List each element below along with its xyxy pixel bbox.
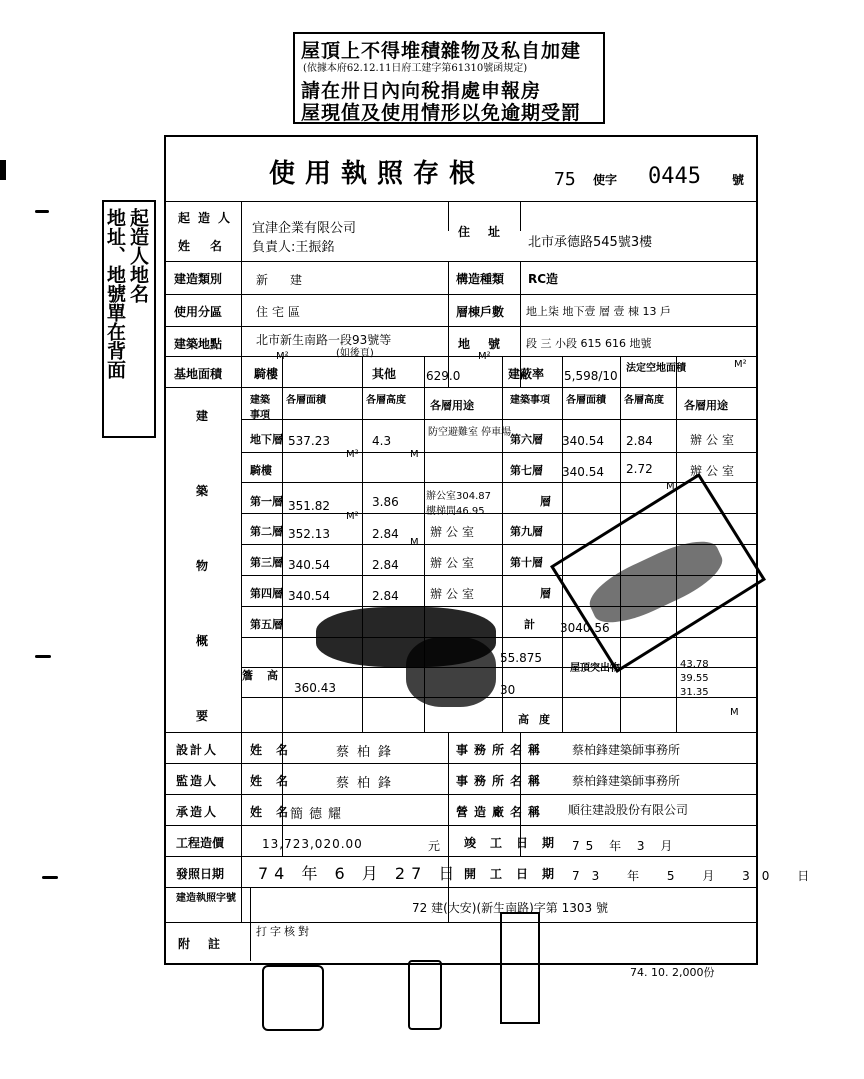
issue-label: 發照日期 [176, 867, 225, 881]
f6-area: 340.54 [562, 434, 604, 448]
f2-height: 2.84 [372, 527, 399, 541]
basement-height: 4.3 [372, 434, 392, 448]
zone-value: 住宅區 [256, 305, 305, 319]
contractor-name: 簡德耀 [290, 807, 348, 822]
f4-use: 辦公室 [430, 587, 479, 601]
floors-value: 地上柒 地下壹 層 壹 棟 13 戶 [526, 305, 671, 318]
finish-value: 75 年 3 月 [572, 839, 679, 853]
building-label-4: 概 [196, 634, 209, 648]
structure-value: RC造 [528, 272, 559, 286]
row-f10: 第十層 [510, 556, 543, 569]
contractor-label: 承造人 [176, 805, 219, 819]
f2-use: 辦公室 [430, 525, 479, 539]
unit-m: M [666, 481, 675, 492]
site-sub: (如後頁) [336, 348, 374, 359]
f2-area: 352.13 [288, 527, 330, 541]
permit-year: 75 [554, 169, 576, 190]
use-header: 各層用途 [430, 399, 474, 412]
site-value: 北市新生南路一段93號等 [256, 333, 392, 347]
f6-use: 辦公室 [690, 433, 739, 447]
build-type-value: 新建 [256, 273, 325, 287]
row-arcade: 騎樓 [250, 464, 272, 477]
building-label-3: 物 [196, 559, 209, 573]
seal-stamp [408, 960, 442, 1030]
seal-stamp [500, 912, 540, 1024]
row-f2: 第二層 [250, 525, 283, 538]
finish-label: 竣工日期 [464, 836, 569, 850]
f1-area: 351.82 [288, 499, 330, 513]
note-check: 打字核對 [256, 925, 312, 938]
use-header-2: 各層用途 [684, 399, 728, 412]
supervisor-label: 監造人 [176, 774, 219, 788]
roof-label: 屋頂突出物 [570, 663, 620, 674]
lot-value: 段 三 小段 615 616 地號 [526, 337, 652, 350]
basement-area: 537.23 [288, 434, 330, 448]
unit-m: M [410, 449, 419, 460]
f3-use: 辦公室 [430, 556, 479, 570]
address-label: 住址 [458, 225, 519, 239]
item-header: 建築事項 [250, 395, 270, 421]
item-header-2: 建築事項 [510, 395, 550, 406]
f6-height: 2.84 [626, 434, 653, 448]
side-note-box [102, 200, 156, 438]
row-basement: 地下層 [250, 433, 283, 446]
side-note-col-1: 起造人地名 [127, 208, 149, 303]
permit-value: 72 建(大安)(新生南路)字第 1303 號 [412, 901, 608, 915]
build-type-label: 建造類別 [174, 272, 223, 286]
designer-name-label: 姓名 [250, 743, 303, 757]
start-label: 開工日期 [464, 867, 569, 881]
note-label: 附註 [178, 937, 239, 951]
permit-number: 0445 [648, 164, 701, 189]
unit-m: M [410, 537, 419, 548]
notice-line-1: 屋頂上不得堆積雜物及私自加建 [301, 40, 582, 62]
row-f6: 第六層 [510, 433, 543, 446]
floors-label: 層棟戶數 [456, 305, 505, 319]
cost-label: 工程造價 [176, 836, 225, 850]
row-f5: 第五層 [250, 618, 283, 631]
roof-3: 31.35 [680, 687, 709, 698]
unit-m2: M² [346, 449, 359, 460]
permit-suffix: 號 [732, 173, 745, 187]
f4-height: 2.84 [372, 589, 399, 603]
ink-smudge [406, 637, 496, 707]
height-label: 高度 [518, 713, 560, 726]
f3-height: 2.84 [372, 558, 399, 572]
down-value: 360.43 [294, 681, 336, 695]
supervisor-name-label: 姓名 [250, 774, 303, 788]
side-note-col-2: 地址、地號單在背面 [104, 208, 126, 379]
permit-label: 建造執照字號 [176, 893, 236, 904]
owner-name-label: 姓名 [178, 239, 243, 253]
notice-box [293, 32, 605, 124]
designer-office: 蔡柏鋒建築師事務所 [572, 743, 681, 757]
site-label: 建築地點 [174, 337, 223, 351]
legal-open-label: 法定空地面積 [626, 363, 686, 374]
cost-unit: 元 [428, 839, 441, 853]
margin-mark [0, 160, 6, 180]
notice-line-2: (依據本府62.12.11日府工建字第61310號函規定) [303, 63, 528, 74]
form-title: 使用執照存根 [269, 159, 486, 189]
margin-mark [42, 876, 58, 879]
f7-height: 2.72 [626, 462, 653, 476]
f7-area: 340.54 [562, 465, 604, 479]
notice-line-3: 請在卅日內向稅捐處申報房 [301, 80, 542, 102]
designer-label: 設計人 [176, 743, 219, 757]
row-f4: 第四層 [250, 587, 283, 600]
arcade-label: 騎樓 [254, 367, 279, 381]
roof-1: 43.78 [680, 659, 709, 670]
site-area-label: 基地面積 [174, 367, 223, 381]
area-header: 各層面積 [286, 395, 326, 406]
structure-label: 構造種類 [456, 272, 505, 286]
unit-m2: M² [346, 511, 359, 522]
building-label-2: 築 [196, 484, 209, 498]
margin-mark [35, 655, 51, 658]
coverage-value: 5,598/10 [564, 369, 618, 383]
margin-mark [35, 210, 49, 213]
building-label-1: 建 [196, 409, 209, 423]
lot-label: 地號 [458, 337, 519, 351]
f1-height: 3.86 [372, 495, 399, 509]
contractor-name-label: 姓名 [250, 805, 303, 819]
notice-line-4: 屋現值及使用情形以免逾期受罰 [301, 102, 582, 124]
building-label-5: 要 [196, 709, 209, 723]
owner-label: 起造人 [178, 211, 239, 225]
roof-2: 39.55 [680, 673, 709, 684]
contractor-company-label: 營造廠名稱 [456, 805, 547, 819]
row-eave: 簷高 [242, 669, 292, 682]
supervisor-office-label: 事務所名稱 [456, 774, 547, 788]
row-f1: 第一層 [250, 495, 283, 508]
supervisor-office: 蔡柏鋒建築師事務所 [572, 774, 681, 788]
total-value: 3040.56 [560, 621, 610, 635]
f7-use: 辦公室 [690, 464, 739, 478]
f4-area: 340.54 [288, 589, 330, 603]
f3-area: 340.54 [288, 558, 330, 572]
zone-label: 使用分區 [174, 305, 223, 319]
height-header: 各層高度 [366, 395, 406, 406]
designer-name: 蔡柏鋒 [336, 745, 400, 760]
owner-rep: 負責人:王振銘 [252, 240, 335, 255]
row-f3: 第三層 [250, 556, 283, 569]
supervisor-name: 蔡柏鋒 [336, 776, 400, 791]
row-f11: 層 [540, 587, 551, 600]
contractor-company: 順往建設股份有限公司 [568, 803, 689, 817]
cost-value: 13,723,020.00 [262, 837, 363, 851]
area-header-2: 各層面積 [566, 395, 606, 406]
footer-print-run: 74. 10. 2,000份 [630, 966, 715, 979]
row-f8: 層 [540, 495, 551, 508]
owner-company: 宜津企業有限公司 [252, 221, 357, 236]
up-value: 55.875 [500, 651, 542, 665]
other-label: 其他 [372, 367, 397, 381]
unit-m2: M² [734, 359, 747, 370]
row-total: 計 [524, 618, 535, 631]
h30-value: 30 [500, 683, 516, 697]
height-header-2: 各層高度 [624, 395, 664, 406]
other-area: 629.0 [426, 369, 461, 383]
row-f9: 第九層 [510, 525, 543, 538]
address-value: 北市承德路545號3樓 [528, 235, 653, 250]
unit-m2: M² [276, 351, 289, 362]
unit-m2: M² [478, 351, 491, 362]
basement-use: 防空避難室 停車場 [428, 427, 512, 438]
coverage-label: 建蔽率 [508, 367, 545, 381]
unit-m: M [730, 707, 739, 718]
designer-office-label: 事務所名稱 [456, 743, 547, 757]
f1-use: 辦公室304.87 樓梯間46.95 [426, 491, 491, 517]
seal-stamp [262, 965, 324, 1031]
row-f7: 第七層 [510, 464, 543, 477]
issue-value: 74 年 6 月 27 日 [258, 864, 461, 883]
start-value: 73 年 5 月 30 日 [572, 869, 822, 883]
permit-word: 使字 [593, 173, 618, 187]
